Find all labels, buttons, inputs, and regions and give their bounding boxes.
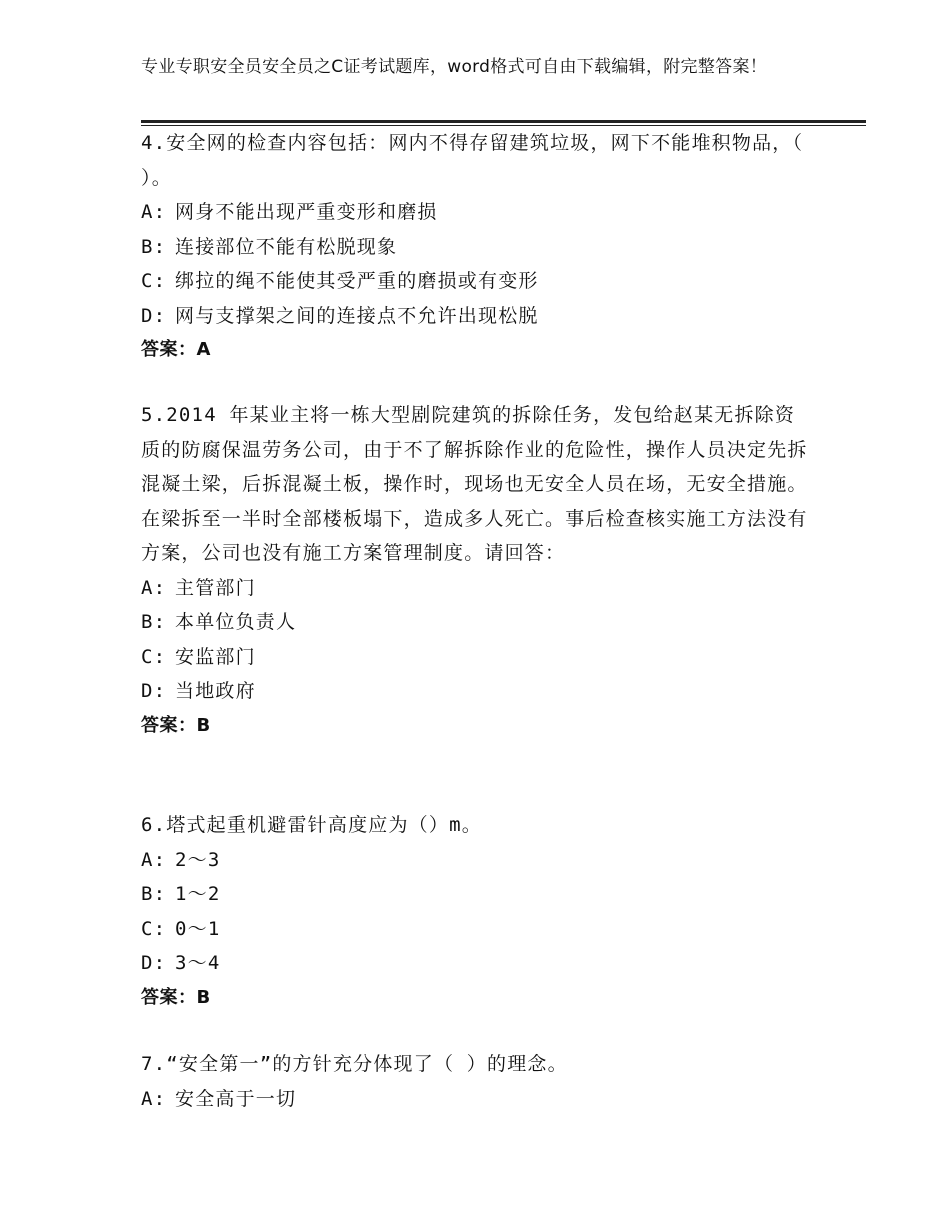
answer-label: 答案：A xyxy=(141,339,211,360)
option-a xyxy=(141,843,811,878)
option-text: 1～2 xyxy=(175,883,221,905)
header-rule-thick xyxy=(141,120,866,123)
option-text: 主管部门 xyxy=(175,576,256,599)
option-key: A: xyxy=(141,1087,167,1110)
option-c xyxy=(141,640,811,675)
page-header: 专业专职安全员安全员之C证考试题库，word格式可自由下载编辑，附完整答案！ xyxy=(141,57,768,77)
option-key: C: xyxy=(141,917,167,940)
answer-label: 答案：B xyxy=(141,986,211,1008)
option-b xyxy=(141,230,811,265)
question-6 xyxy=(141,808,811,1015)
option-key: A: xyxy=(141,576,167,599)
option-key: A: xyxy=(141,201,167,223)
option-b xyxy=(141,605,811,640)
option-text: 连接部位不能有松脱现象 xyxy=(175,235,398,258)
question-stem: 4.安全网的检查内容包括：网内不得存留建筑垃圾，网下不能堆积物品，（ ）。 xyxy=(141,132,804,189)
option-text: 2～3 xyxy=(175,848,221,871)
option-text: 安监部门 xyxy=(175,645,256,668)
question-5 xyxy=(141,398,811,743)
question-4 xyxy=(141,126,811,368)
option-a xyxy=(141,1082,811,1117)
option-text: 网身不能出现严重变形和磨损 xyxy=(175,201,438,223)
question-7 xyxy=(141,1047,811,1116)
option-key: D: xyxy=(141,952,167,974)
option-a xyxy=(141,195,811,230)
option-key: B: xyxy=(141,883,167,905)
option-text: 安全高于一切 xyxy=(175,1087,297,1110)
option-text: 0～1 xyxy=(175,917,221,940)
option-c xyxy=(141,264,811,299)
option-text: 本单位负责人 xyxy=(175,611,297,633)
option-text: 网与支撑架之间的连接点不允许出现松脱 xyxy=(175,304,539,327)
option-key: D: xyxy=(141,304,167,327)
question-stem: 5.2014 年某业主将一栋大型剧院建筑的拆除任务，发包给赵某无拆除资质的防腐保温劳务公司，由于不了解拆除作业的危险性，操作人员决定先拆混凝土梁，后拆混凝土板，操作时，现场也无安全人员在场，无安全措施。在梁拆至一半时全部楼板塌下，造成多人死亡。事后检查核实施工方法没有方案，公司也没有施工方案管理制度。请回答： xyxy=(141,404,808,564)
question-stem: 6.塔式起重机避雷针高度应为（）m。 xyxy=(141,814,482,836)
option-c xyxy=(141,912,811,947)
question-stem: 7.“安全第一”的方针充分体现了（ ）的理念。 xyxy=(141,1053,568,1075)
option-text: 3～4 xyxy=(175,952,221,974)
option-a xyxy=(141,571,811,606)
option-text: 绑拉的绳不能使其受严重的磨损或有变形 xyxy=(175,270,539,292)
option-d xyxy=(141,946,811,981)
option-key: C: xyxy=(141,270,167,292)
option-b xyxy=(141,877,811,912)
option-key: B: xyxy=(141,235,167,258)
option-text: 当地政府 xyxy=(175,680,256,702)
option-key: D: xyxy=(141,680,167,702)
option-key: A: xyxy=(141,848,167,871)
option-d xyxy=(141,674,811,709)
option-key: B: xyxy=(141,611,167,633)
option-d xyxy=(141,299,811,334)
option-key: C: xyxy=(141,645,167,668)
answer-label: 答案：B xyxy=(141,714,211,736)
